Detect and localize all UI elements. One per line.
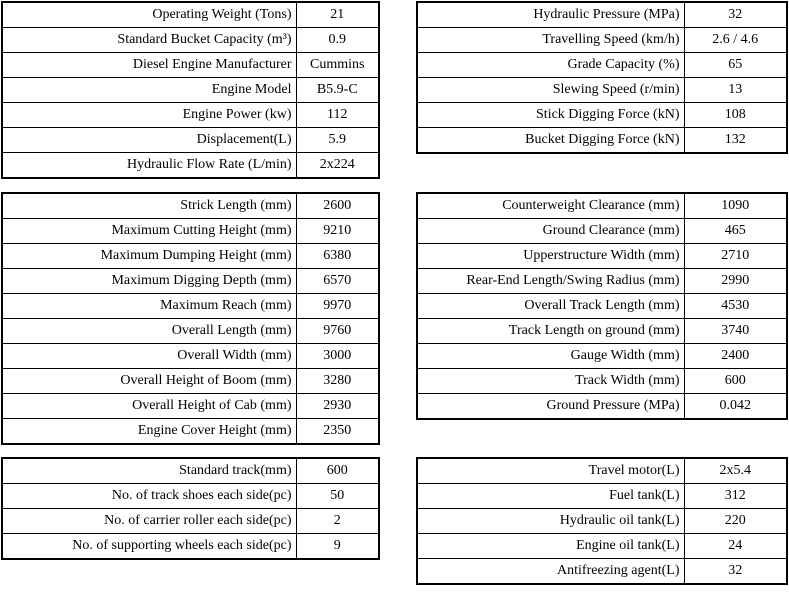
spec-label: No. of track shoes each side(pc) [2,484,296,509]
spec-label: Hydraulic Pressure (MPa) [417,2,684,28]
working-dimensions-table [1,192,380,445]
spec-row [417,344,787,369]
spec-label: Antifreezing agent(L) [417,559,684,585]
spec-label: Engine Power (kw) [2,103,296,128]
spec-label: Rear-End Length/Swing Radius (mm) [417,269,684,294]
spec-label: Fuel tank(L) [417,484,684,509]
spec-value: 6570 [296,269,379,294]
spec-value: 2x5.4 [684,458,787,484]
spec-value: 5.9 [296,128,379,153]
chassis-dimensions-table [416,192,788,420]
spec-row [417,269,787,294]
spec-label: Operating Weight (Tons) [2,2,296,28]
spec-label: Displacement(L) [2,128,296,153]
spec-value: 600 [684,369,787,394]
spec-row [417,78,787,103]
spec-row [2,534,379,560]
spec-label: Counterweight Clearance (mm) [417,193,684,219]
spec-row [2,28,379,53]
spec-label: Maximum Digging Depth (mm) [2,269,296,294]
spec-value: 108 [684,103,787,128]
spec-label: Overall Length (mm) [2,319,296,344]
spec-label: Engine oil tank(L) [417,534,684,559]
spec-value: 13 [684,78,787,103]
spec-value: 9970 [296,294,379,319]
spec-row [2,419,379,445]
spec-row [2,78,379,103]
spec-value: 112 [296,103,379,128]
spec-value: 2x224 [296,153,379,179]
spec-value: 50 [296,484,379,509]
spec-row [2,53,379,78]
spec-row [417,128,787,154]
spec-label: Maximum Dumping Height (mm) [2,244,296,269]
spec-value: 9210 [296,219,379,244]
spec-row [2,509,379,534]
spec-label: Grade Capacity (%) [417,53,684,78]
spec-value: 9 [296,534,379,560]
spec-row [2,369,379,394]
spec-row [2,458,379,484]
spec-value: 6380 [296,244,379,269]
spec-value: 32 [684,2,787,28]
spec-value: 2.6 / 4.6 [684,28,787,53]
spec-value: 24 [684,534,787,559]
spec-value: 9760 [296,319,379,344]
spec-label: Hydraulic oil tank(L) [417,509,684,534]
spec-row [2,319,379,344]
spec-value: 132 [684,128,787,154]
spec-value: 2400 [684,344,787,369]
spec-label: Gauge Width (mm) [417,344,684,369]
spec-row [417,509,787,534]
spec-label: Hydraulic Flow Rate (L/min) [2,153,296,179]
spec-label: Travelling Speed (km/h) [417,28,684,53]
spec-label: Overall Height of Cab (mm) [2,394,296,419]
spec-row [417,484,787,509]
spec-row [2,244,379,269]
spec-label: Overall Width (mm) [2,344,296,369]
spec-row [417,559,787,585]
spec-label: No. of carrier roller each side(pc) [2,509,296,534]
spec-value: 0.9 [296,28,379,53]
spec-row [417,458,787,484]
spec-row [417,394,787,420]
spec-row [417,219,787,244]
spec-label: Ground Clearance (mm) [417,219,684,244]
spec-row [2,484,379,509]
spec-row [417,193,787,219]
spec-label: Maximum Cutting Height (mm) [2,219,296,244]
spec-row [2,128,379,153]
spec-label: Engine Cover Height (mm) [2,419,296,445]
spec-value: 32 [684,559,787,585]
spec-value: 220 [684,509,787,534]
spec-value: 3280 [296,369,379,394]
spec-label: Engine Model [2,78,296,103]
spec-value: 2930 [296,394,379,419]
spec-label: Strick Length (mm) [2,193,296,219]
spec-row [2,103,379,128]
spec-row [2,219,379,244]
spec-value: 65 [684,53,787,78]
spec-value: 3000 [296,344,379,369]
spec-value: 465 [684,219,787,244]
spec-row [2,294,379,319]
spec-value: 312 [684,484,787,509]
spec-label: Maximum Reach (mm) [2,294,296,319]
spec-value: 1090 [684,193,787,219]
spec-value: 2350 [296,419,379,445]
spec-value: 2600 [296,193,379,219]
spec-value: 2710 [684,244,787,269]
spec-value: 2 [296,509,379,534]
spec-label: Slewing Speed (r/min) [417,78,684,103]
spec-label: Diesel Engine Manufacturer [2,53,296,78]
spec-row [417,53,787,78]
spec-row [2,344,379,369]
spec-row [417,2,787,28]
undercarriage-spec-table [1,457,380,560]
spec-label: Ground Pressure (MPa) [417,394,684,420]
spec-value: 2990 [684,269,787,294]
spec-value: 0.042 [684,394,787,420]
spec-row [2,394,379,419]
spec-row [417,534,787,559]
spec-label: Standard track(mm) [2,458,296,484]
spec-row [2,2,379,28]
spec-row [2,153,379,179]
spec-row [417,103,787,128]
spec-label: Stick Digging Force (kN) [417,103,684,128]
spec-label: Track Width (mm) [417,369,684,394]
spec-value: 600 [296,458,379,484]
spec-label: Track Length on ground (mm) [417,319,684,344]
spec-value: 21 [296,2,379,28]
spec-value: 4530 [684,294,787,319]
spec-label: No. of supporting wheels each side(pc) [2,534,296,560]
spec-label: Overall Track Length (mm) [417,294,684,319]
spec-label: Standard Bucket Capacity (m³) [2,28,296,53]
spec-row [2,269,379,294]
spec-label: Overall Height of Boom (mm) [2,369,296,394]
spec-row [417,244,787,269]
spec-row [417,319,787,344]
spec-row [417,369,787,394]
spec-value: Cummins [296,53,379,78]
fluid-capacities-table [416,457,788,585]
spec-label: Bucket Digging Force (kN) [417,128,684,154]
spec-label: Upperstructure Width (mm) [417,244,684,269]
spec-label: Travel motor(L) [417,458,684,484]
spec-value: B5.9-C [296,78,379,103]
engine-spec-table [1,1,380,179]
spec-value: 3740 [684,319,787,344]
spec-row [2,193,379,219]
spec-row [417,294,787,319]
spec-row [417,28,787,53]
performance-spec-table [416,1,788,154]
